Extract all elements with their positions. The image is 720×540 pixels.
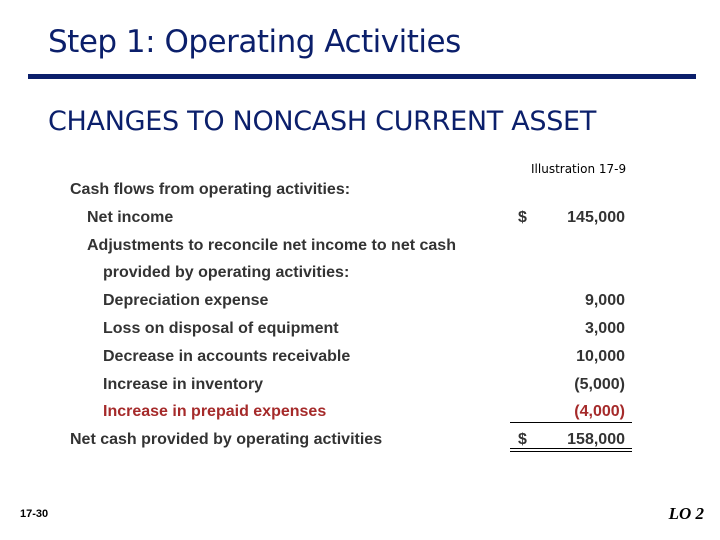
statement-row-receivables [70, 343, 635, 371]
row-label: Net income [87, 208, 174, 226]
row-label: Decrease in accounts receivable [103, 347, 351, 365]
row-label: Adjustments to reconcile net income to net cash [87, 236, 456, 254]
row-amount: (5,000) [574, 375, 625, 393]
cash-flow-statement [70, 176, 635, 454]
statement-row-depreciation [70, 287, 635, 315]
row-label: Net cash provided by operating activities [70, 431, 383, 449]
dollar-sign: $ [518, 431, 527, 449]
title-divider [28, 74, 696, 79]
row-amount: 10,000 [576, 347, 625, 365]
row-amount: 145,000 [567, 208, 625, 226]
row-label: Depreciation expense [103, 292, 269, 310]
statement-row-adjustments [70, 232, 635, 260]
statement-row-inventory [70, 371, 635, 399]
illustration-label: Illustration 17-9 [531, 162, 627, 176]
row-label: provided by operating activities: [103, 264, 350, 282]
row-amount: 9,000 [584, 292, 625, 310]
slide-title: Step 1: Operating Activities [48, 24, 461, 60]
row-label: Increase in prepaid expenses [103, 403, 327, 421]
row-label: Cash flows from operating activities: [70, 181, 351, 198]
statement-row-net-income [70, 204, 635, 232]
slide-subtitle: CHANGES TO NONCASH CURRENT ASSET [48, 106, 597, 137]
row-label: Loss on disposal of equipment [103, 319, 339, 337]
statement-row-heading [70, 176, 635, 204]
total-double-rule [510, 448, 632, 452]
learning-objective: LO 2 [668, 504, 704, 523]
row-label: Increase in inventory [103, 375, 264, 393]
dollar-sign: $ [518, 208, 527, 226]
row-amount: (4,000) [574, 403, 625, 421]
row-amount: 3,000 [584, 319, 625, 337]
statement-row-adjustments-cont [70, 259, 635, 287]
page-number: 17-30 [20, 508, 49, 520]
statement-row-loss-disposal [70, 315, 635, 343]
subtotal-rule [510, 422, 632, 423]
row-amount: 158,000 [567, 431, 625, 449]
